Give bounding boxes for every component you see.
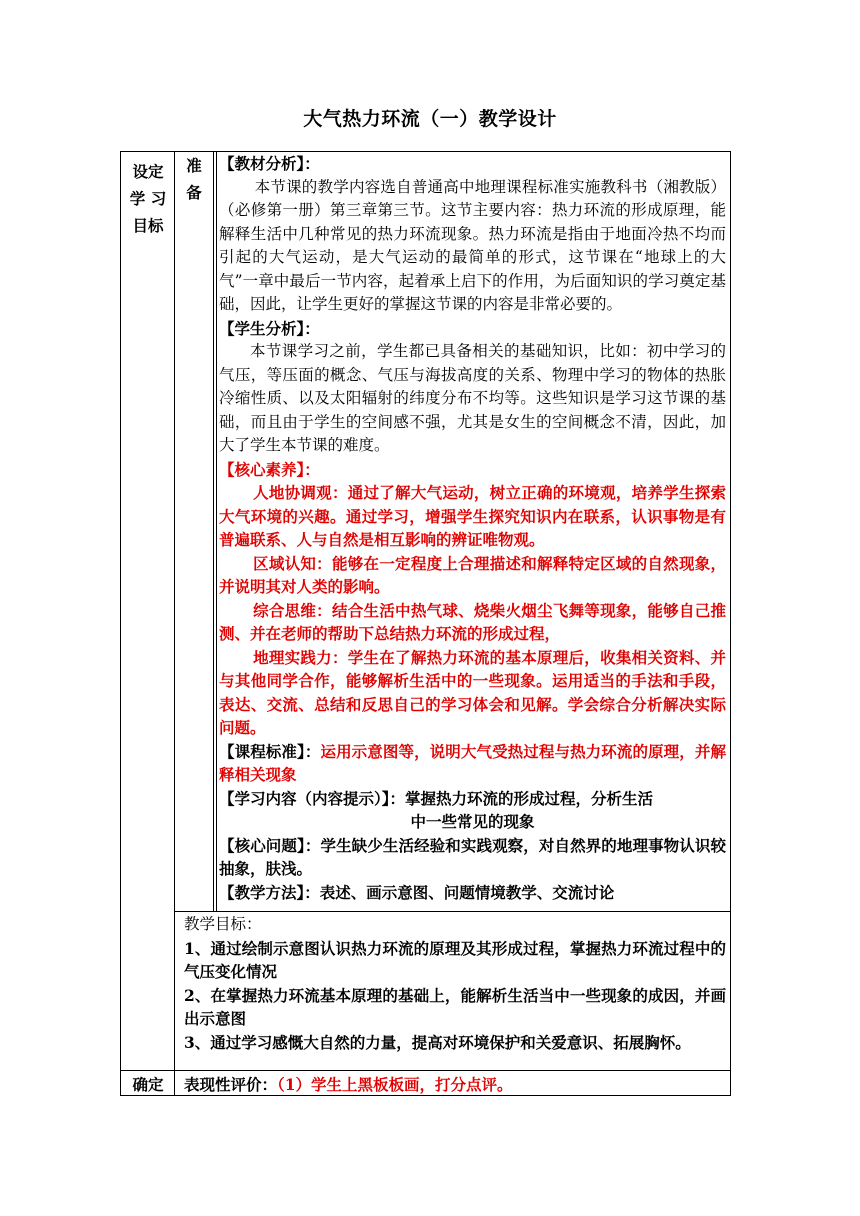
col-divider-2b	[216, 151, 217, 911]
goal-label-line: 目标	[132, 216, 164, 235]
goal-item: 2、在掌握热力环流基本原理的基础上，能解析生活当中一些现象的成因，并画出示意图	[184, 985, 726, 1028]
core-item-practice: 地理实践力：学生在了解热力环流的基本原理后，收集相关资料、并与其他同学合作，能够解析生活中的一些现象。运用适当的手法和手段，表达、交流、总结和反思自己的学习体会和见解。学会综合分析解决实际问题。	[219, 647, 726, 737]
teaching-goals	[184, 913, 726, 1054]
core-item-thinking: 综合思维：结合生活中热气球、烧柴火烟尘飞舞等现象，能够自己推测、并在老师的帮助下总结热力环流的形成过程，	[219, 600, 726, 643]
goal-label-line: 设定	[132, 162, 164, 181]
prep-content	[219, 152, 726, 904]
core-item-region: 区域认知：能够在一定程度上合理描述和解释特定区域的自然现象，并说明其对人类的影响。	[219, 553, 726, 596]
problem-heading: 【核心问题】：	[219, 835, 321, 855]
table-border-right	[730, 151, 731, 1096]
goal-item: 3、通过学习感慨大自然的力量，提高对环境保护和关爱意识、拓展胸怀。	[184, 1032, 691, 1052]
standard-paragraph	[219, 740, 726, 787]
performance-evaluation	[184, 1073, 726, 1097]
col-divider-2	[213, 151, 214, 911]
method-heading: 【教学方法】：	[219, 882, 320, 902]
content-text-line1: 掌握热力环流的形成过程，分析生活	[405, 788, 654, 808]
prep-label-line: 备	[186, 183, 202, 202]
row-divider-1	[174, 911, 731, 912]
core-item-human-earth: 人地协调观：通过了解大气运动，树立正确的环境观，培养学生探索大气环境的兴趣。通过学习，增强学生探究知识内在联系，认识事物是有普遍联系、人与自然是相互影响的辨证唯物观。	[219, 483, 726, 549]
standard-text: 运用示意图等，说明大气受热过程与热力环流的原理，并解释相关现象	[219, 741, 726, 784]
method-paragraph	[219, 881, 726, 905]
goals-heading: 教学目标：	[184, 915, 262, 933]
content-heading: 【学习内容（内容提示）】：	[219, 788, 406, 808]
student-text: 本节课学习之前，学生都已具备相关的基础知识，比如：初中学习的气压，等压面的概念、气压与海拔高度的关系、物理中学习的物体的热胀冷缩性质、以及太阳辐射的纬度分布不均等。这些知识是学习这节课的基础，而且由于学生的空间感不强，尤其是女生的空间概念不清，因此，加大了学生本节课的难度。	[219, 342, 726, 454]
student-heading: 【学生分析】：	[219, 318, 320, 338]
core-heading: 【核心素养】：	[219, 459, 320, 479]
eval-text: （1）学生上黑板板画，打分点评。	[277, 1075, 513, 1094]
table-border-left	[120, 151, 121, 1096]
eval-label: 表现性评价：	[184, 1075, 278, 1094]
prep-label	[177, 152, 211, 206]
textbook-heading: 【教材分析】：	[219, 154, 320, 173]
textbook-text: 本节课的教学内容选自普通高中地理课程标准实施教科书（湘教版）（必修第一册）第三章第三节。这节主要内容：热力环流的形成原理，能解释生活中几种常见的热力环流现象。热力环流是指由于地面冷热不均而引起的大气运动，是大气运动的最简单的形式，这节课在“地球上的大气”一章中最后一节内容，起着承上启下的作用，为后面知识的学习奠定基础，因此，让学生更好的掌握这节课的内容是非常必要的。	[219, 177, 726, 313]
method-text: 表述、画示意图、问题情境教学、交流讨论	[319, 882, 615, 902]
standard-heading: 【课程标准】：	[219, 741, 321, 761]
row-divider-2	[120, 1070, 731, 1071]
goal-section-label	[124, 156, 172, 239]
page-title: 大气热力环流（一）教学设计	[303, 108, 557, 130]
content-text-line2: 中一些常见的现象	[410, 812, 535, 831]
problem-text: 学生缺少生活经验和实践观察，对自然界的地理事物认识较抽象，肤浅。	[219, 835, 726, 878]
prep-label-line: 准	[186, 156, 202, 175]
goal-item: 1、通过绘制示意图认识热力环流的原理及其形成过程，掌握热力环流过程中的气压变化情况	[184, 938, 726, 981]
assess-label: 确定	[132, 1075, 164, 1094]
col-divider-1	[174, 151, 175, 1096]
goal-label-line: 学 习	[129, 189, 167, 208]
content-paragraph	[219, 787, 726, 811]
problem-paragraph	[219, 834, 726, 881]
